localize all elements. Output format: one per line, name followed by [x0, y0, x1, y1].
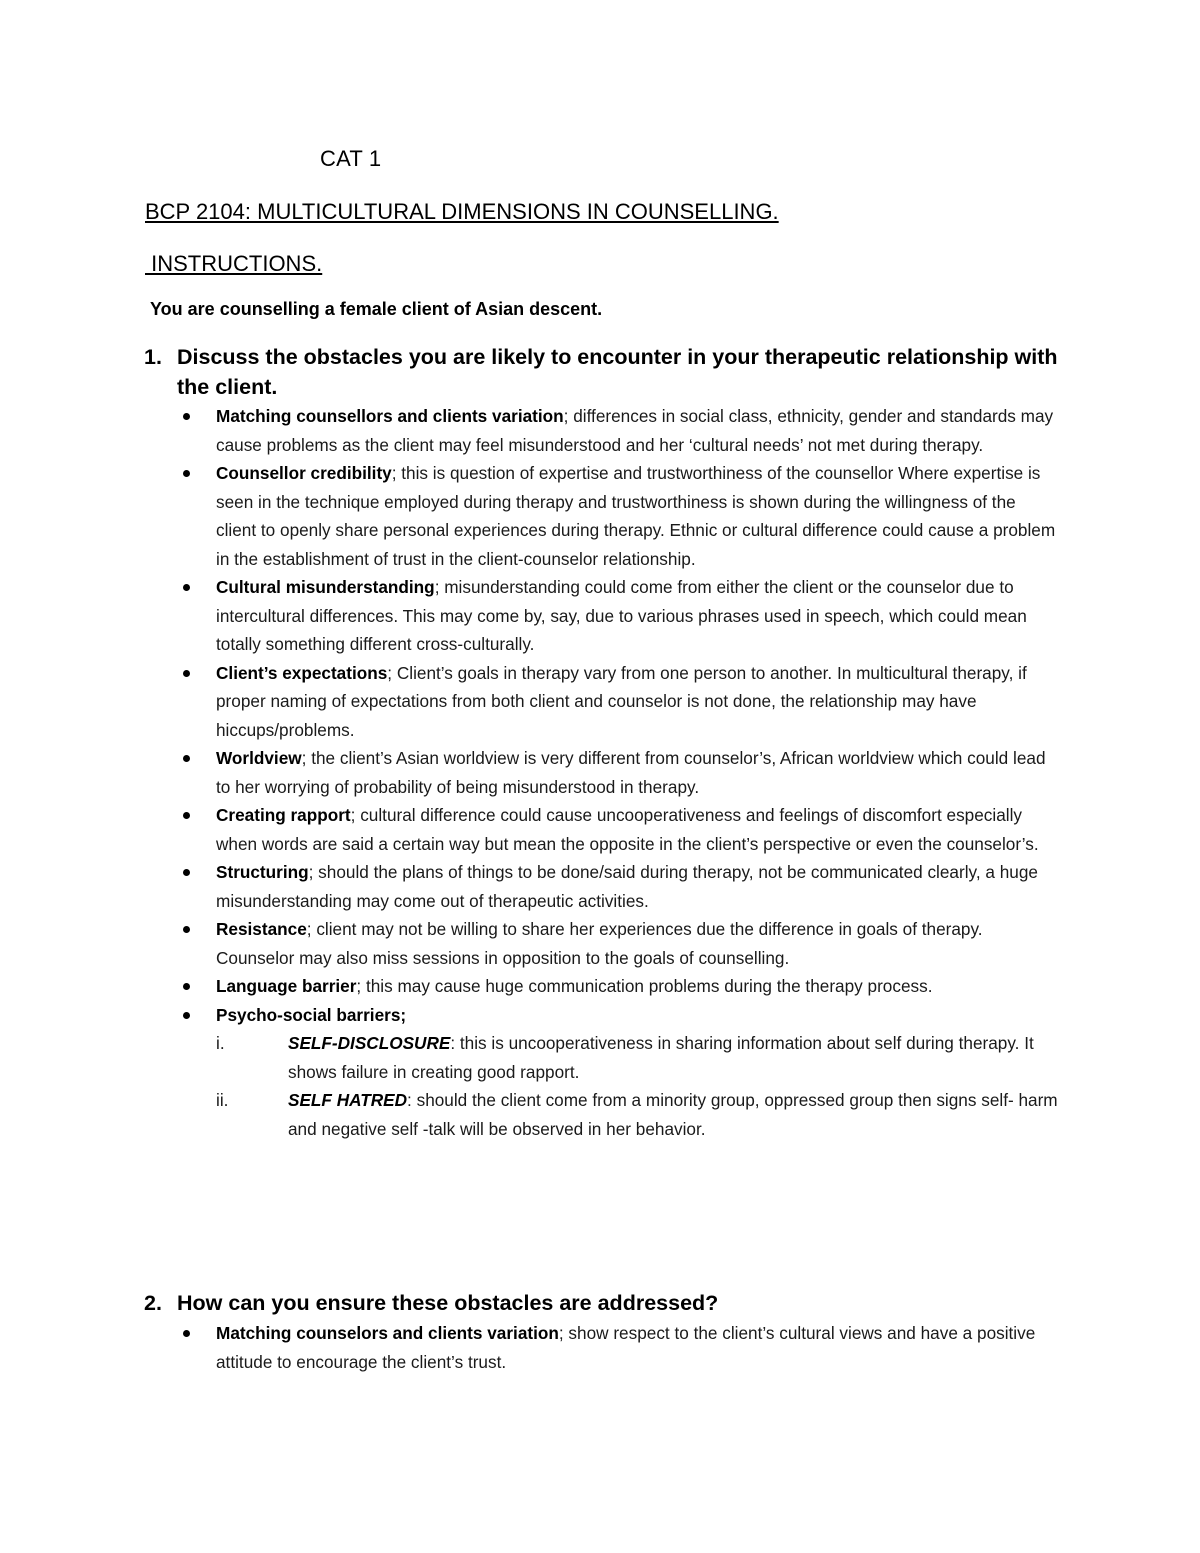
instructions-heading: INSTRUCTIONS. [145, 251, 323, 276]
point-text: ; this may cause huge communication problems during the therapy process. [356, 976, 933, 996]
question-2 [144, 1288, 1084, 1318]
subpoint-term: SELF HATRED [288, 1090, 408, 1110]
bullet-icon [183, 584, 190, 591]
subpoint-text: : should the client come from a minority group, oppressed group then signs self- harm and negative self -talk will be observed in her behavior. [288, 1090, 1058, 1139]
list-item [180, 744, 1060, 801]
list-item [180, 459, 1060, 573]
subpoint-numeral: i. [216, 1033, 225, 1053]
point-text: ; Client’s goals in therapy vary from one person to another. In multicultural therapy, if proper naming of expectations from both client and counselor is not done, the relationship may have hiccups/problems. [216, 662, 1027, 740]
subpoint-item [216, 1029, 1060, 1086]
point-term: Structuring [216, 862, 309, 882]
point-term: Counsellor credibility [216, 463, 392, 483]
bullet-icon [183, 926, 190, 933]
point-term: Language barrier [216, 976, 357, 996]
question-1 [144, 342, 1084, 402]
list-item [180, 801, 1060, 858]
question-1-points [180, 402, 1060, 1143]
subpoint-item [216, 1086, 1060, 1143]
point-text: ; cultural difference could cause uncooperativeness and feelings of discomfort especially when words are said a certain way but mean the opposite in the client’s perspective or even the counselor’s. [216, 805, 1039, 854]
point-text: ; misunderstanding could come from either the client or the counselor due to intercultural differences. This may come by, say, due to various phrases used in speech, which could mean totally something different cross-culturally. [216, 577, 1027, 654]
question-text: How can you ensure these obstacles are addressed? [177, 1291, 719, 1315]
question-number: 2. [144, 1291, 162, 1315]
subpoint-term: SELF-DISCLOSURE [288, 1033, 451, 1053]
point-term: Creating rapport [216, 805, 351, 825]
point-term: Worldview [216, 748, 302, 768]
question-text: Discuss the obstacles you are likely to encounter in your therapeutic relationship with the client. [177, 345, 1058, 399]
point-term: Psycho-social barriers; [216, 1004, 407, 1025]
point-text: ; differences in social class, ethnicity, gender and standards may cause problems as the client may feel misunderstood and her ‘cultural needs’ not met during therapy. [216, 406, 1054, 455]
list-item [180, 402, 1060, 459]
list-item [180, 858, 1060, 915]
point-term: Matching counselors and clients variation [216, 1323, 559, 1343]
point-text: ; should the plans of things to be done/said during therapy, not be communicated clearly, a huge misunderstanding may come out of therapeutic activities. [216, 862, 1038, 911]
document-title: CAT 1 [320, 146, 382, 171]
question-2-points [180, 1319, 1060, 1376]
bullet-icon [183, 470, 190, 477]
course-heading: BCP 2104: MULTICULTURAL DIMENSIONS IN COUNSELLING. [145, 199, 779, 224]
question-number: 1. [144, 345, 162, 369]
list-item [180, 915, 1060, 972]
bullet-icon [183, 1012, 190, 1019]
list-item [180, 573, 1060, 659]
bullet-icon [183, 413, 190, 420]
point-text: ; this is question of expertise and trustworthiness of the counsellor Where expertise is seen in the technique employed during therapy and trustworthiness is shown during the willingness of the client to openly share personal experiences during therapy. Ethnic or cultural difference could cause a problem in the establishment of trust in the client-counselor relationship. [216, 463, 1056, 569]
point-text: ; client may not be willing to share her experiences due the difference in goals of therapy. Counselor may also miss sessions in opposition to the goals of counselling. [216, 919, 983, 968]
point-text: ; show respect to the client’s cultural views and have a positive attitude to encourage the client’s trust. [216, 1323, 1036, 1372]
point-term: Resistance [216, 919, 307, 939]
intro-statement: You are counselling a female client of Asian descent. [150, 299, 603, 319]
bullet-icon [183, 983, 190, 990]
list-item [180, 1319, 1060, 1376]
bullet-icon [183, 755, 190, 762]
list-item [180, 972, 1060, 1001]
list-item [180, 1001, 1060, 1144]
subpoint-list [216, 1029, 1060, 1143]
bullet-icon [183, 670, 190, 677]
bullet-icon [183, 869, 190, 876]
list-item [180, 659, 1060, 745]
point-term: Matching counsellors and clients variation [216, 406, 564, 426]
point-term: Client’s expectations [216, 662, 388, 683]
point-text: ; the client’s Asian worldview is very different from counselor’s, African worldview which could lead to her worrying of probability of being misunderstood in therapy. [216, 748, 1046, 797]
subpoint-text: : this is uncooperativeness in sharing information about self during therapy. It shows failure in creating good rapport. [288, 1033, 1034, 1082]
bullet-icon [183, 1330, 190, 1337]
bullet-icon [183, 812, 190, 819]
subpoint-numeral: ii. [216, 1090, 229, 1110]
point-term: Cultural misunderstanding [216, 577, 435, 597]
